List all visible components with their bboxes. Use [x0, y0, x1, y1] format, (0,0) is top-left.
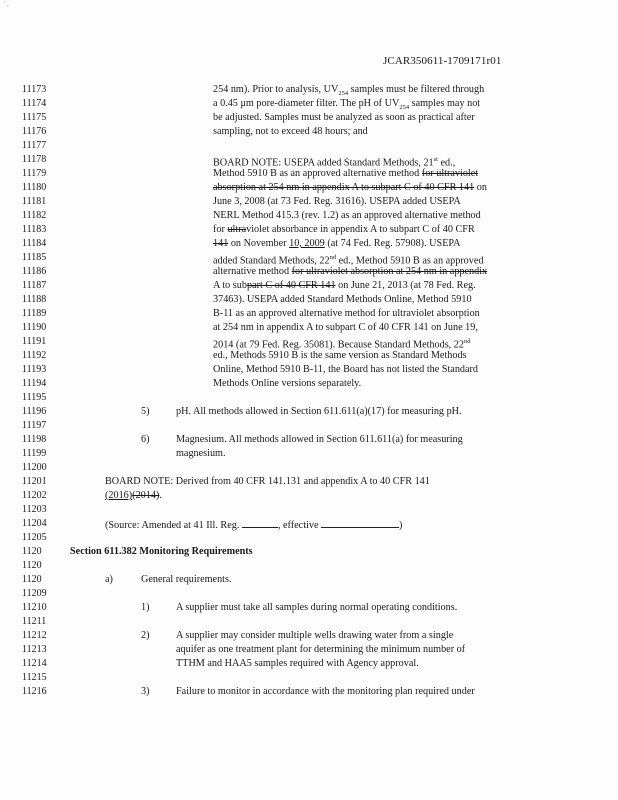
- deleted-text: for ultraviolet: [421, 168, 479, 179]
- text-line: [213, 224, 475, 236]
- text-span: alternative method: [213, 266, 292, 277]
- item-number: 6): [141, 434, 150, 445]
- line-number: 11201: [22, 476, 47, 487]
- line-number: 11197: [22, 420, 47, 431]
- text-line: [105, 490, 162, 502]
- line-number: 11177: [22, 140, 47, 151]
- line-number: 11196: [22, 406, 47, 417]
- source-line: [105, 518, 402, 532]
- text-line: Online, Method 5910 B-11, the Board has not listed the Standard: [213, 364, 479, 375]
- text-line: ed., Methods 5910 B is the same version as Standard Methods: [213, 350, 467, 361]
- line-number: 11176: [22, 126, 47, 137]
- line-number: 11192: [22, 350, 47, 361]
- text-line: General requirements.: [141, 574, 232, 585]
- line-number: 11194: [22, 378, 47, 389]
- deleted-text: 141: [213, 238, 229, 249]
- text-span: A to sub: [213, 280, 247, 291]
- deleted-text: ultra: [227, 224, 247, 235]
- text-span: samples may not: [409, 98, 481, 109]
- text-span: (at 74 Fed. Reg. 57908). USEPA: [324, 238, 461, 249]
- line-number: 11198: [22, 434, 47, 445]
- line-number: 11184: [22, 238, 47, 249]
- line-number: 11186: [22, 266, 47, 277]
- line-number: 11180: [22, 182, 47, 193]
- inserted-text: (2016): [105, 490, 133, 501]
- deleted-text: absorption at 254 nm in appendix A to subpart C of 40 CFR 141: [213, 182, 475, 193]
- text-line: [213, 238, 461, 250]
- text-line: A supplier must take all samples during normal operating conditions.: [176, 602, 458, 613]
- line-number: 11210: [22, 602, 47, 613]
- text-span: 2014 (at 79 Fed. Reg. 35081). Because Standard Methods, 22: [213, 339, 464, 351]
- line-number: 11216: [22, 686, 47, 697]
- line-number: 11178: [22, 154, 47, 165]
- line-number: 11175: [22, 112, 47, 123]
- text-span: ): [399, 520, 403, 531]
- text-line: aquifer as one treatment plant for determining the minimum number of: [176, 644, 466, 655]
- line-number: 11173: [22, 84, 47, 95]
- text-line: Methods Online versions separately.: [213, 378, 362, 389]
- item-number: 2): [141, 630, 150, 641]
- text-line: Failure to monitor in accordance with the monitoring plan required under: [176, 686, 475, 697]
- text-span: .: [159, 490, 162, 501]
- line-number: 11203: [22, 504, 47, 515]
- text-line: [213, 280, 476, 292]
- text-line: Magnesium. All methods allowed in Section 611.611(a) for measuring: [176, 434, 463, 445]
- text-span: a 0.45 μm pore-diameter filter. The pH of UV: [213, 98, 400, 109]
- text-line: A supplier may consider multiple wells drawing water from a single: [176, 630, 454, 641]
- text-line: June 3, 2008 (at 73 Fed. Reg. 31616). USEPA added USEPA: [213, 196, 461, 207]
- line-number: 11189: [22, 308, 47, 319]
- text-line: pH. All methods allowed in Section 611.611(a)(17) for measuring pH.: [176, 406, 462, 417]
- line-number: 11199: [22, 448, 47, 459]
- section-heading: Section 611.382 Monitoring Requirements: [70, 546, 253, 557]
- line-number: 11213: [22, 644, 47, 655]
- line-number: 11204: [22, 518, 47, 529]
- text-line: B-11 as an approved alternative method for ultraviolet absorption: [213, 308, 480, 319]
- deleted-text: for ultraviolet absorption at 254 nm in appendix: [291, 266, 488, 277]
- superscript: nd: [329, 254, 337, 261]
- item-number: 5): [141, 406, 150, 417]
- line-number: 11193: [22, 364, 47, 375]
- line-number: 11195: [22, 392, 47, 403]
- line-number: 11190: [22, 322, 47, 333]
- text-span: on June 21, 2013 (at 78 Fed. Reg.: [335, 280, 476, 291]
- line-number: 11185: [22, 252, 47, 263]
- text-span: on November: [228, 238, 290, 249]
- line-number: 11212: [22, 630, 47, 641]
- superscript: st: [433, 156, 438, 163]
- line-number: 11181: [22, 196, 47, 207]
- text-line: be adjusted. Samples must be analyzed as soon as practical after: [213, 112, 475, 123]
- text-line: magnesium.: [176, 448, 226, 459]
- line-number: 1120: [22, 546, 42, 557]
- text-line: TTHM and HAA5 samples required with Agency approval.: [176, 658, 419, 669]
- line-number: 11202: [22, 490, 47, 501]
- line-number: 11215: [22, 672, 47, 683]
- text-line: [213, 182, 487, 194]
- text-span: violet absorbance in appendix A to subpart C of 40 CFR: [246, 224, 475, 235]
- line-number: 11214: [22, 658, 47, 669]
- line-number: 11187: [22, 280, 47, 291]
- text-span: on: [474, 182, 487, 193]
- text-span: ed.,: [437, 157, 456, 169]
- line-number: 11182: [22, 210, 47, 221]
- deleted-text: (2014): [132, 490, 160, 501]
- line-number: 11205: [22, 532, 47, 543]
- blank-effective-date: [321, 518, 399, 528]
- text-line: sampling, not to exceed 48 hours; and: [213, 126, 368, 137]
- text-line: [213, 266, 487, 278]
- item-number: 1): [141, 602, 150, 613]
- document-id-header: JCAR350611-1709171r01: [383, 55, 502, 67]
- blank-reg-number: [242, 518, 278, 528]
- text-span: (Source: Amended at 41 Ill. Reg.: [105, 520, 242, 531]
- text-span: Method 5910 B as an approved alternative method: [213, 168, 422, 179]
- text-line: 37463). USEPA added Standard Methods Online, Method 5910: [213, 294, 472, 305]
- line-number: 11179: [22, 168, 47, 179]
- superscript: nd: [463, 338, 471, 345]
- line-number: 11191: [22, 336, 47, 347]
- text-span: ed., Method 5910 B as an approved: [336, 255, 484, 267]
- text-line: BOARD NOTE: Derived from 40 CFR 141.131 and appendix A to 40 CFR 141: [105, 476, 430, 487]
- line-number: 11209: [22, 588, 47, 599]
- line-number: 11183: [22, 224, 47, 235]
- line-number: 11188: [22, 294, 47, 305]
- subscript: 254: [399, 104, 410, 112]
- deleted-text: part C of 40 CFR 141: [246, 280, 336, 291]
- text-span: for: [213, 224, 228, 235]
- text-span: samples must be filtered through: [348, 84, 485, 95]
- line-number: 11200: [22, 462, 47, 473]
- line-number: 11211: [22, 616, 47, 627]
- text-span: 254 nm). Prior to analysis, UV: [213, 84, 339, 95]
- line-number: 1120: [22, 574, 42, 585]
- item-number: 3): [141, 686, 150, 697]
- text-span: added Standard Methods, 22: [213, 255, 330, 267]
- line-number: 1120: [22, 560, 42, 571]
- text-span: BOARD NOTE: USEPA added Standard Methods, 21: [213, 157, 434, 169]
- text-line: at 254 nm in appendix A to subpart C of 40 CFR 141 on June 19,: [213, 322, 478, 333]
- text-line: NERL Method 415.3 (rev. 1.2) as an approved alternative method: [213, 210, 481, 221]
- inserted-text: 10, 2009: [289, 238, 325, 249]
- text-line: [213, 168, 478, 180]
- item-number: a): [105, 574, 113, 585]
- line-number: 11174: [22, 98, 47, 109]
- text-span: , effective: [277, 520, 322, 531]
- scan-corner-mark: ' ,: [4, 0, 9, 8]
- subscript: 254: [338, 90, 349, 98]
